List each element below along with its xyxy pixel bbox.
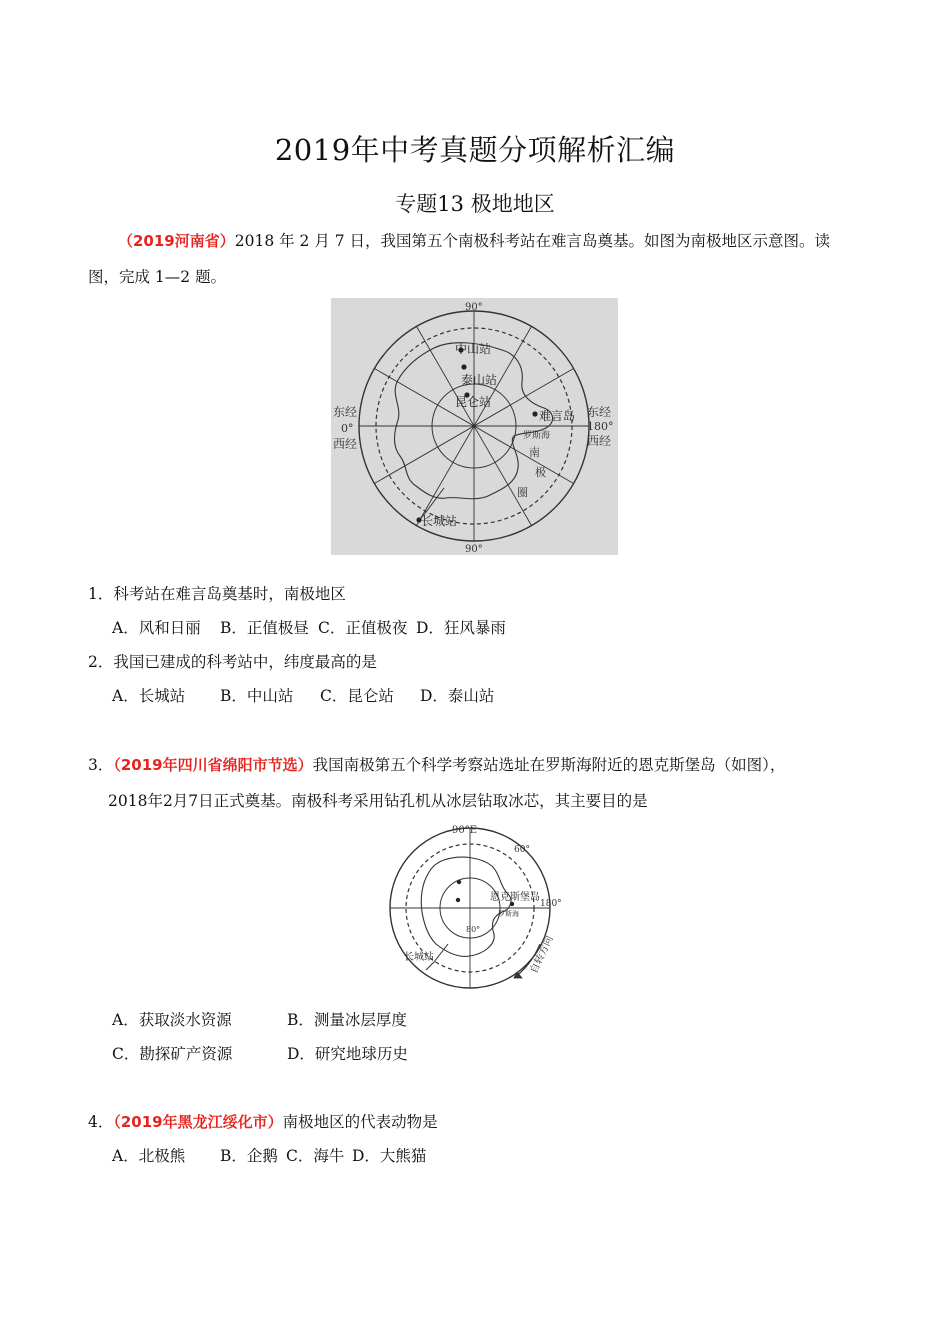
- map1-right-label-2: 西经: [587, 434, 612, 448]
- map1-right-label-0: 东经: [587, 405, 612, 419]
- q3-option-b[interactable]: B．测量冰层厚度: [287, 1011, 407, 1029]
- map1-right-label-1: 180°: [587, 420, 614, 433]
- source-tag: （2019河南省）: [118, 232, 235, 250]
- subtitle: 专题13 极地地区: [395, 192, 555, 216]
- q2-option-c[interactable]: C．昆仑站: [320, 687, 394, 705]
- q2-stem: 2．我国已建成的科考站中，纬度最高的是: [88, 653, 377, 671]
- station-kunlun: 昆仑站: [455, 395, 492, 409]
- ross-sea-label: 罗斯海: [523, 431, 551, 441]
- q4-stem: [88, 1111, 438, 1133]
- intro-line-2: 图，完成 1—2 题。: [88, 268, 227, 286]
- map2-station-label: 恩克斯堡岛: [490, 892, 540, 903]
- q3-option-d[interactable]: D．研究地球历史: [287, 1045, 408, 1063]
- q3-number: 3．: [88, 756, 114, 774]
- circle-char-2: 极: [535, 466, 546, 479]
- q4-option-b[interactable]: B．企鹅: [220, 1147, 278, 1165]
- q4-text: 南极地区的代表动物是: [282, 1113, 438, 1131]
- station-changcheng: 长城站: [421, 514, 458, 528]
- q1-option-d[interactable]: D．狂风暴雨: [416, 619, 506, 637]
- q3-options-row-2: [112, 1043, 408, 1065]
- q4-number: 4．: [88, 1113, 114, 1131]
- page-title: 2019年中考真题分项解析汇编: [274, 133, 676, 167]
- map1-bottom-label: 90°: [465, 544, 483, 555]
- q4-options: [112, 1145, 426, 1167]
- map2-rotation-label: 自转方向: [528, 934, 556, 976]
- q1-option-c[interactable]: C．正值极夜: [318, 619, 408, 637]
- q1-options: [112, 617, 506, 639]
- q3-options-row-1: [112, 1009, 407, 1031]
- station-nanyan: 难言岛: [539, 409, 576, 423]
- antarctica-coast: [395, 343, 553, 499]
- antarctic-map-2: [386, 824, 571, 992]
- map2-right-label: 180°: [540, 899, 562, 909]
- q3-line-2: 2018年2月7日正式奠基。南极科考采用钻孔机从冰层钻取冰芯，其主要目的是: [108, 792, 648, 810]
- map1-left-label-0: 东经: [333, 405, 358, 419]
- circle-char-1: 南: [529, 446, 540, 459]
- map1-left-label-1: 0°: [341, 422, 354, 435]
- q4-option-c[interactable]: C．海牛: [286, 1147, 345, 1165]
- antarctic-map-figure: [331, 298, 618, 555]
- antarctic-map-2-figure: [386, 824, 571, 992]
- q4-option-a[interactable]: A．北极熊: [112, 1147, 186, 1165]
- map1-top-label: 90°: [465, 302, 483, 313]
- map2-lat-label: 60°: [514, 845, 530, 855]
- q3-option-c[interactable]: C．勘探矿产资源: [112, 1045, 233, 1063]
- q3-option-a[interactable]: A．获取淡水资源: [112, 1011, 232, 1029]
- q1-option-a[interactable]: A．风和日丽: [112, 619, 201, 637]
- station-zhongshan: 中山站: [455, 342, 492, 356]
- q3-text-1: 我国南极第五个科学考察站选址在罗斯海附近的恩克斯堡岛（如图），: [312, 756, 786, 774]
- station-taishan: 泰山站: [461, 373, 498, 387]
- map1-left-label-2: 西经: [333, 437, 358, 451]
- map2-inner-label: 80°: [466, 925, 481, 934]
- q2-options: [112, 685, 494, 707]
- intro-text: 2018 年 2 月 7 日，我国第五个南极科考站在难言岛奠基。如图为南极地区示意图。读: [234, 232, 831, 250]
- q2-option-a[interactable]: A．长城站: [112, 687, 186, 705]
- q2-option-b[interactable]: B．中山站: [220, 687, 294, 705]
- circle-char-3: 圈: [517, 486, 528, 499]
- q3-line-1: [88, 754, 785, 776]
- map2-great-wall: 长城站: [404, 952, 434, 963]
- q1-option-b[interactable]: B．正值极昼: [220, 619, 309, 637]
- q3-source: （2019年四川省绵阳市节选）: [113, 756, 313, 774]
- q1-stem: 1．科考站在难言岛奠基时，南极地区: [88, 585, 346, 603]
- map2-sea-label: 罗斯海: [498, 910, 519, 918]
- intro-line-1: [118, 230, 830, 252]
- antarctic-map: [331, 298, 618, 555]
- q4-source: （2019年黑龙江绥化市）: [113, 1113, 283, 1131]
- q2-option-d[interactable]: D．泰山站: [420, 687, 495, 705]
- q4-option-d[interactable]: D．大熊猫: [352, 1147, 427, 1165]
- map2-top-label: 90°E: [452, 825, 478, 836]
